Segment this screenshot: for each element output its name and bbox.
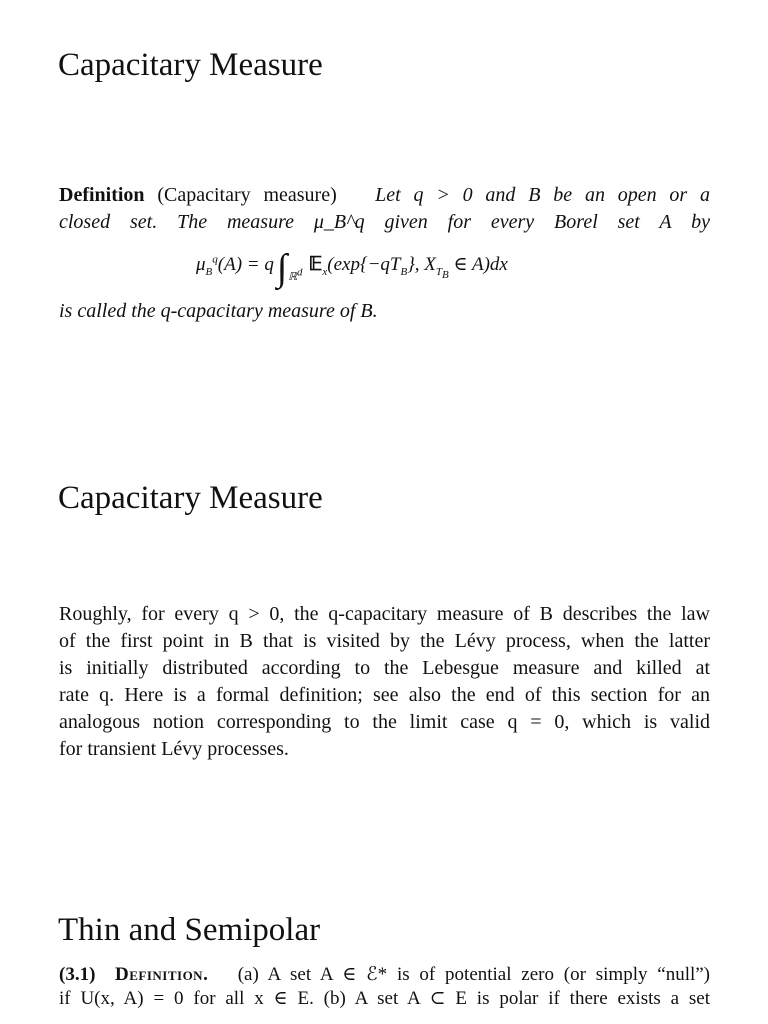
definition-3-1-line-1-rest: (a) A set A ∈ ℰ* is of potential zero (or simply “null”) [237,964,710,985]
null-set-definition [59,963,710,1011]
definition-number: (3.1) [59,964,96,985]
paragraph-line: Roughly, for every q > 0, the q-capacitary measure of B describes the law [59,603,710,625]
paragraph-line: is initially distributed according to the Lebesgue measure and killed at [59,657,710,679]
slide-title-thin-and-semipolar: Thin and Semipolar [58,912,321,948]
explanation-paragraph [59,601,710,763]
definition-term: Definition [59,184,145,206]
capacitary-measure-formula: $\mu_B^q(A) = q\int_{ℝ^d}$ $𝔼_x(\exp\{-qT_B\}$, $X_{T_B}$ ∈ A)dx [196,247,508,289]
definition-line-1-rest: Let q > 0 and B be an open or a [375,184,710,206]
definition-line-1 [59,182,710,209]
definition-conclusion-text: is called the q-capacitary measure of B. [59,300,378,322]
integral-sign: ∫ [276,247,288,289]
slide-title-capacitary-measure-1: Capacitary Measure [58,47,323,83]
slide-title-capacitary-measure-2: Capacitary Measure [58,480,323,516]
definition-3-1-line-1 [59,963,710,987]
paragraph-line: for transient Lévy processes. [59,738,289,760]
definition-block [59,182,710,236]
paragraph-line: analogous notion corresponding to the limit case q = 0, which is valid [59,711,710,733]
paragraph-line: rate q. Here is a formal definition; see also the end of this section for an [59,684,710,706]
definition-word: Definition. [115,964,209,985]
definition-3-1-line-2: if U(x, A) = 0 for all x ∈ E. (b) A set A ⊂ E is polar if there exists a set [59,988,710,1009]
definition-line-2: closed set. The measure μ_B^q given for every Borel set A by [59,211,710,233]
paragraph-line: of the first point in B that is visited by the Lévy process, when the latter [59,630,710,652]
definition-parenthetical: (Capacitary measure) [144,184,337,206]
definition-conclusion [59,298,710,324]
